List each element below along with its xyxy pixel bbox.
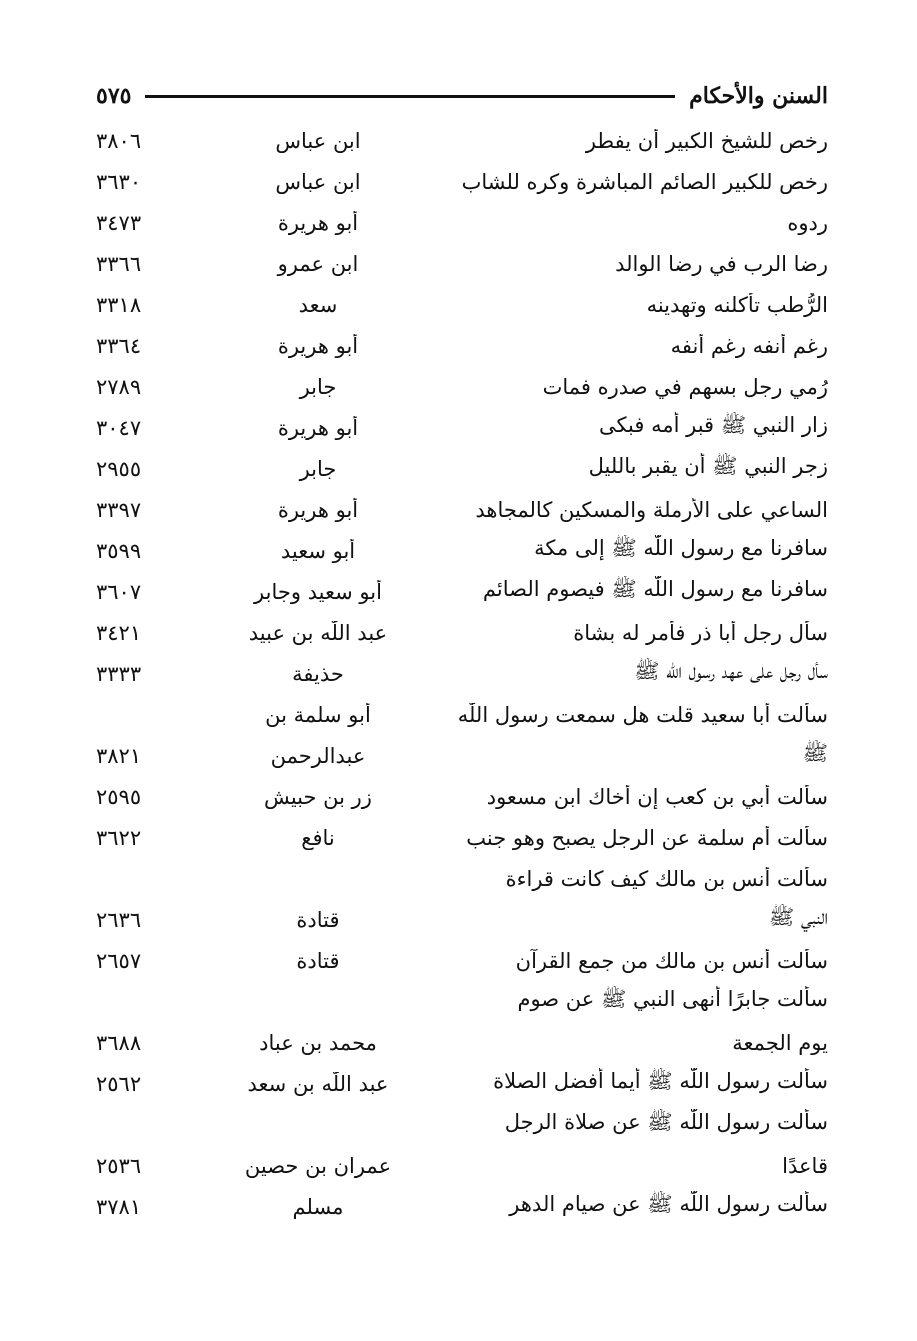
index-row [96,243,828,284]
narrator: أبو سعيد [280,538,356,563]
hadith-text: النبي ﷺ [768,905,828,929]
hadith-number: ٣٨٢١ [96,743,142,768]
index-row [96,735,828,776]
hadith-number: ٣٣٣٣ [96,661,142,686]
hadith-text: سألت أبا سعيد قلت هل سمعت رسول اللّٰه [457,702,828,727]
index-row [96,940,828,981]
index-row [96,366,828,407]
narrator: زر بن حبيش [264,784,372,809]
index-row [96,1145,828,1186]
index-list [96,120,828,1227]
hadith-text: سألت أنس بن مالك من جمع القرآن [515,948,828,973]
hadith-text: سافرنا مع رسول اللّٰه ﷺ إلى مكة [534,536,828,560]
index-row [96,612,828,653]
hadith-number: ٣٦٢٢ [96,825,142,850]
hadith-text: سألت أنس بن مالك كيف كانت قراءة [505,866,828,891]
narrator: قتادة [296,907,340,932]
index-row [96,407,828,448]
hadith-text: زار النبي ﷺ قبر أمه فبكى [598,413,828,437]
hadith-text: سألت رسول اللّٰه ﷺ عن صلاة الرجل [504,1110,828,1134]
narrator: أبو سلمة بن [265,702,371,727]
hadith-text: سألت رسول اللّٰه ﷺ عن صيام الدهر [509,1192,828,1216]
narrator: محمد بن عباد [259,1030,377,1055]
hadith-text: رضا الرب في رضا الوالد [615,251,828,276]
index-row [96,448,828,489]
hadith-number: ٢٥٣٦ [96,1153,142,1178]
hadith-number: ٣٥٩٩ [96,538,142,563]
narrator: جابر [299,456,337,481]
narrator: أبو سعيد وجابر [254,579,382,604]
hadith-text: رخص للكبير الصائم المباشرة وكره للشاب [461,169,828,194]
hadith-text: سألت أبي بن كعب إن أخاك ابن مسعود [486,784,828,809]
hadith-number: ٢٦٥٧ [96,948,142,973]
hadith-number: ٣٠٤٧ [96,415,142,440]
header-rule [145,95,675,98]
hadith-text: سألت أم سلمة عن الرجل يصبح وهو جنب [466,825,828,850]
hadith-number: ٢٩٥٥ [96,456,142,481]
hadith-number: ٢٥٦٢ [96,1071,142,1096]
hadith-text: سافرنا مع رسول اللّٰه ﷺ فيصوم الصائم [482,577,828,601]
hadith-text: قاعدًا [782,1153,828,1178]
hadith-number: ٢٥٩٥ [96,784,142,809]
hadith-number: ٣٣٦٤ [96,333,142,358]
hadith-number: ٣٣١٨ [96,292,142,317]
hadith-text: رغم أنفه رغم أنفه [670,333,828,358]
hadith-text: رخص للشيخ الكبير أن يفطر [585,128,828,153]
narrator: سعد [298,292,338,317]
hadith-text: ﷺ [802,741,828,765]
hadith-text: سألت رسول اللّٰه ﷺ أيما أفضل الصلاة [493,1069,828,1093]
index-row [96,694,828,735]
index-row [96,1022,828,1063]
narrator: عبد اللّٰه بن عبيد [248,620,388,645]
narrator: عمران بن حصين [244,1153,392,1178]
narrator: أبو هريرة [277,333,359,358]
index-row [96,1186,828,1227]
index-row [96,1063,828,1104]
narrator: جابر [299,374,337,399]
hadith-number: ٣٣٩٧ [96,497,142,522]
hadith-number: ٢٧٨٩ [96,374,142,399]
index-row [96,489,828,530]
index-row [96,899,828,940]
hadith-text: سأل رجل على عهد رسول اللّٰه ﷺ [634,659,828,683]
narrator: ابن عمرو [277,251,359,276]
index-row [96,1104,828,1145]
hadith-number: ٣٤٢١ [96,620,142,645]
narrator: نافع [301,825,335,850]
hadith-text: زجر النبي ﷺ أن يقبر بالليل [588,454,828,478]
narrator: أبو هريرة [277,497,359,522]
index-row [96,530,828,571]
index-row [96,284,828,325]
narrator: ابن عباس [275,128,361,153]
index-row [96,202,828,243]
hadith-text: رُمي رجل بسهم في صدره فمات [542,374,828,399]
hadith-text: يوم الجمعة [732,1030,828,1055]
hadith-text: سأل رجل أبا ذر فأمر له بشاة [573,620,828,645]
narrator: مسلم [292,1194,344,1219]
narrator: عبدالرحمن [270,743,366,768]
hadith-number: ٣٨٠٦ [96,128,142,153]
narrator: ابن عباس [275,169,361,194]
hadith-number: ٣٦٨٨ [96,1030,142,1055]
index-row [96,981,828,1022]
index-row [96,858,828,899]
hadith-number: ٣٧٨١ [96,1194,142,1219]
page-number: ٥٧٥ [96,83,132,109]
index-row [96,776,828,817]
hadith-text: الرُّطب تأكلنه وتهدينه [646,292,828,317]
index-row [96,120,828,161]
index-row [96,325,828,366]
hadith-number: ٣٦٣٠ [96,169,142,194]
narrator: عبد اللّٰه بن سعد [247,1071,389,1096]
index-row [96,161,828,202]
hadith-number: ٣٣٦٦ [96,251,142,276]
section-title: السنن والأحكام [689,83,828,109]
narrator: أبو هريرة [277,210,359,235]
narrator: قتادة [296,948,340,973]
hadith-number: ٣٤٧٣ [96,210,142,235]
index-row [96,571,828,612]
hadith-number: ٢٦٣٦ [96,907,142,932]
hadith-text: الساعي على الأرملة والمسكين كالمجاهد [475,497,828,522]
index-row [96,653,828,694]
hadith-text: ردوه [787,210,828,235]
page-header [96,76,828,116]
narrator: أبو هريرة [277,415,359,440]
hadith-text: سألت جابرًا أنهى النبي ﷺ عن صوم [517,987,828,1011]
hadith-number: ٣٦٠٧ [96,579,142,604]
narrator: حذيفة [292,661,344,686]
index-row [96,817,828,858]
